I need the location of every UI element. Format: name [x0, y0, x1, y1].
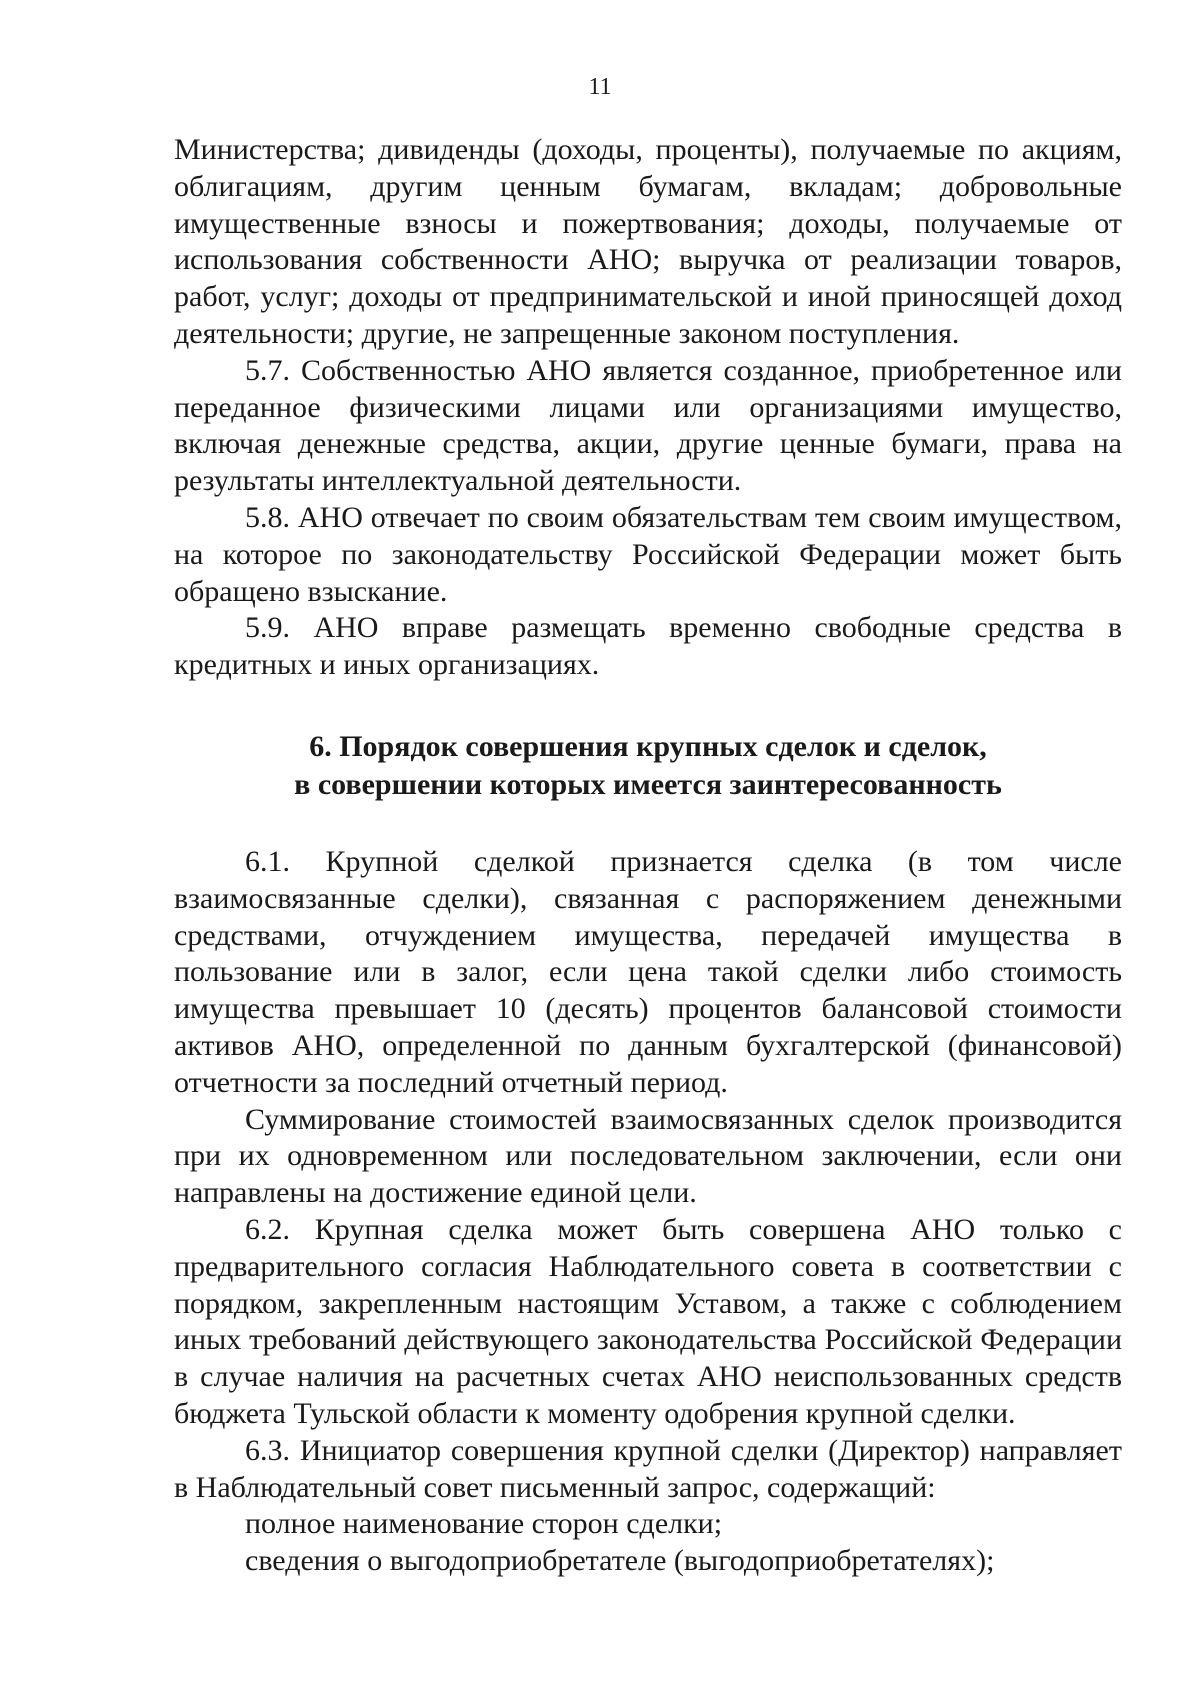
paragraph-5-9: 5.9. АНО вправе размещать временно свободные средства в кредитных и иных организациях. — [174, 611, 1122, 682]
paragraph-6-3: 6.3. Инициатор совершения крупной сделки (Директор) направляет в Наблюдательный совет письменный запрос, содержащий: — [174, 1433, 1122, 1504]
section-heading-line-1: 6. Порядок совершения крупных сделок и сделок, — [309, 729, 987, 763]
section-heading — [174, 728, 1122, 804]
page-number: 11 — [588, 74, 612, 100]
paragraph-6-2: 6.2. Крупная сделка может быть совершена АНО только с предварительного согласия Наблюдательного совета в соответствии с порядком, закрепленным настоящим Уставом, а также с соблюдением иных требований действующего законодательства Российской Федерации в случае наличия на расчетных счетах АНО неиспользованных средств бюджета Тульской области к моменту одобрения крупной сделки. — [174, 1212, 1122, 1430]
list-item: сведения о выгодоприобретателе (выгодоприобретателях); — [245, 1544, 995, 1578]
paragraph-continuation: Министерства; дивиденды (доходы, проценты), получаемые по акциям, облигациям, другим ценным бумагам, вкладам; добровольные имущественные взносы и пожертвования; доходы, получаемые от использования собственности АНО; выручка от реализации товаров, работ, услуг; доходы от предпринимательской и иной приносящей доход деятельности; другие, не запрещенные законом поступления. — [174, 133, 1122, 350]
list-item: полное наименование сторон сделки; — [245, 1507, 723, 1541]
paragraph-6-1: 6.1. Крупной сделкой признается сделка (в том числе взаимосвязанные сделки), связанная с распоряжением денежными средствами, отчуждением имущества, передачей имущества в пользование или в залог, если цена такой сделки либо стоимость имущества превышает 10 (десять) процентов балансовой стоимости активов АНО, определенной по данным бухгалтерской (финансовой) отчетности за последний отчетный период. — [174, 844, 1122, 1099]
paragraph-5-8: 5.8. АНО отвечает по своим обязательствам тем своим имуществом, на которое по законодательству Российской Федерации может быть обращено взыскание. — [174, 500, 1122, 608]
paragraph-summation: Суммирование стоимостей взаимосвязанных сделок производится при их одновременном или последовательном заключении, если они направлены на достижение единой цели. — [174, 1102, 1122, 1210]
document-body — [174, 132, 1122, 1580]
section-heading-line-2: в совершении которых имеется заинтересованность — [294, 767, 1002, 801]
paragraph-5-7: 5.7. Собственностью АНО является созданное, приобретенное или переданное физическими лицами или организациями имущество, включая денежные средства, акции, другие ценные бумаги, права на результаты интеллектуальной деятельности. — [174, 353, 1122, 498]
